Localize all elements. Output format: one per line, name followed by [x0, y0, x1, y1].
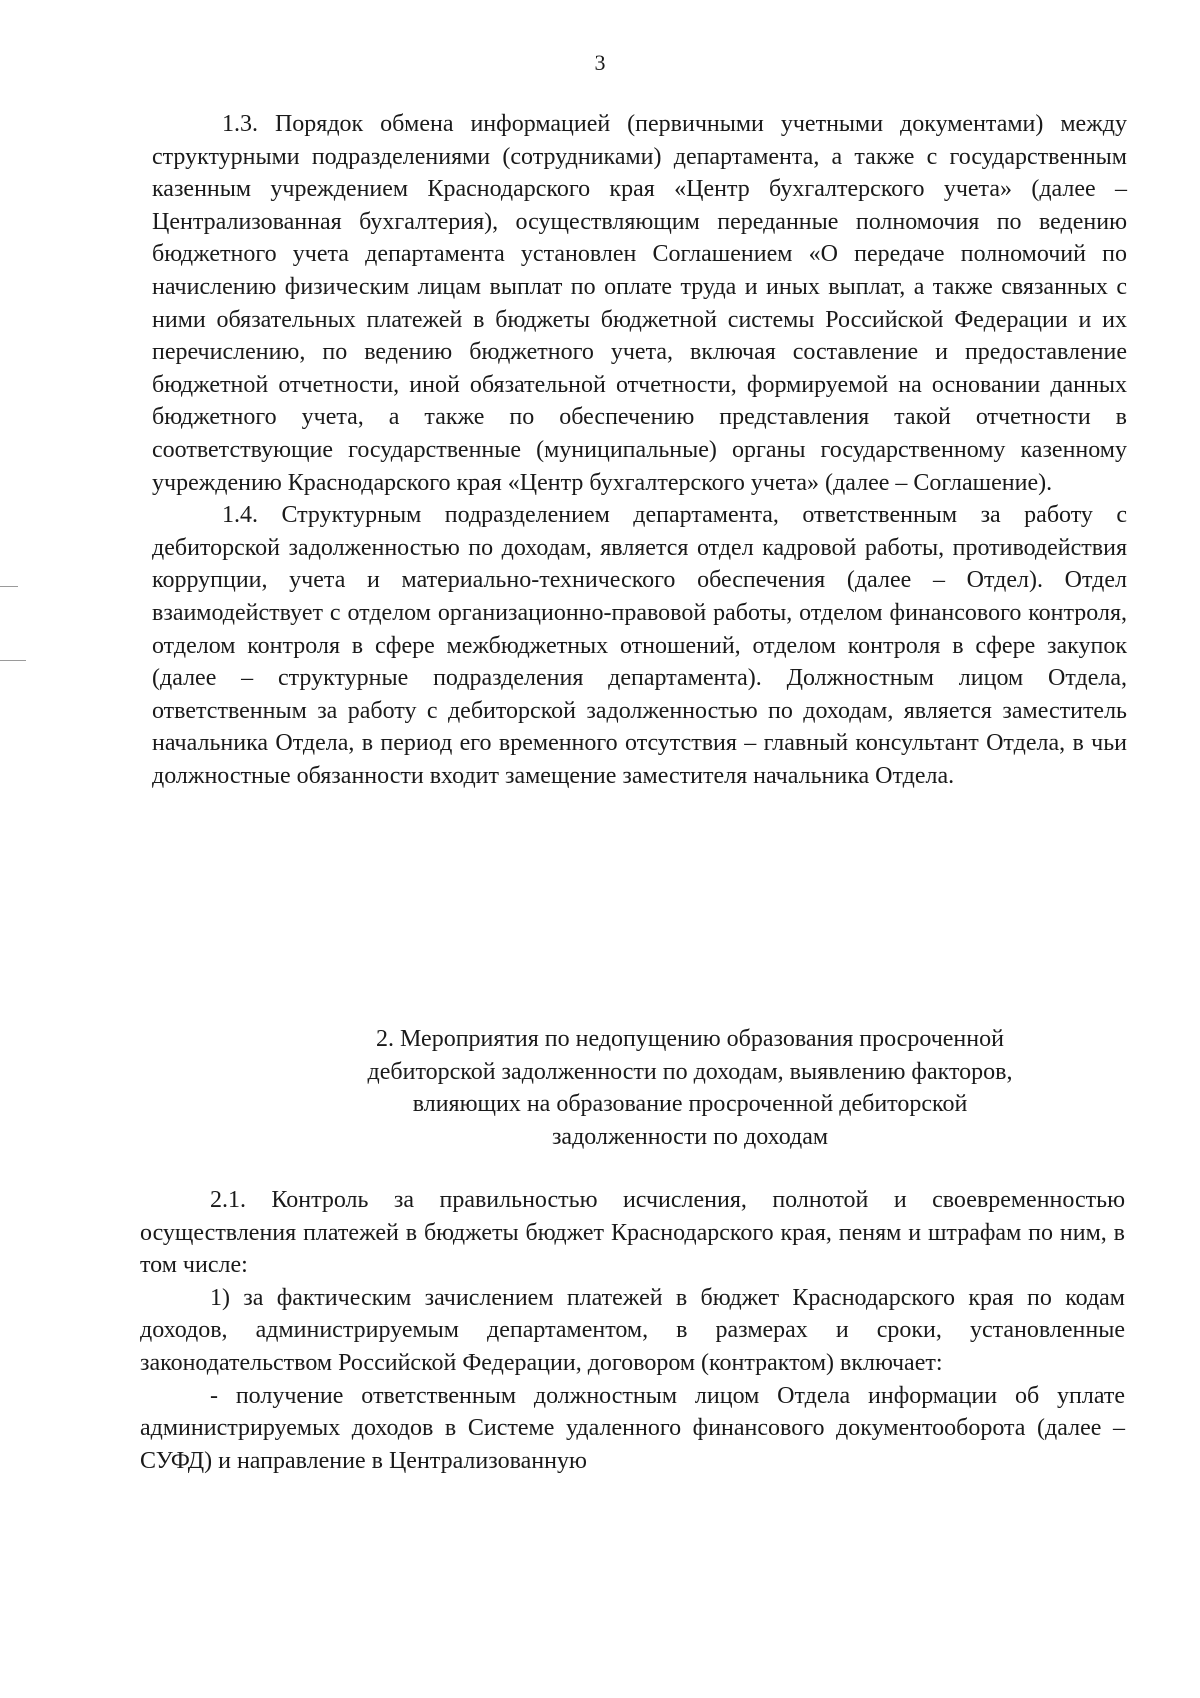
section-2-body — [140, 1184, 1125, 1477]
paragraph-item-1: 1) за фактическим зачислением платежей в бюджет Краснодарского края по кодам доходов, администрируемым департаментом, в размерах и сроки, установленные законодательством Российской Федерации, договором (контрактом) включает: — [140, 1284, 1125, 1376]
section-1-body — [152, 108, 1127, 792]
scan-margin-mark — [0, 586, 18, 587]
paragraph-2-1: 2.1. Контроль за правильностью исчисления, полнотой и своевременностью осуществления платежей в бюджеты бюджет Краснодарского края, пеням и штрафам по ним, в том числе: — [140, 1187, 1125, 1279]
section-2-heading-line: дебиторской задолженности по доходам, выявлению факторов, — [367, 1058, 1013, 1085]
paragraph-item-dash: - получение ответственным должностным лицом Отдела информации об уплате администрируемых доходов в Системе удаленного финансового документооборота (далее – СУФД) и направление в Централизованную — [140, 1382, 1125, 1474]
section-2-heading-line: задолженности по доходам — [551, 1123, 829, 1150]
scan-margin-mark — [0, 660, 26, 661]
page-number: 3 — [594, 50, 606, 75]
paragraph-1-4: 1.4. Структурным подразделением департамента, ответственным за работу с дебиторской задолженностью по доходам, является отдел кадровой работы, противодействия коррупции, учета и материально-технического обеспечения (далее – Отдел). Отдел взаимодействует с отделом организационно-правовой работы, отделом финансового контроля, отделом контроля в сфере межбюджетных отношений, отделом контроля в сфере закупок (далее – структурные подразделения департамента). Должностным лицом Отдела, ответственным за работу с дебиторской задолженностью по доходам, является заместитель начальника Отдела, в период его временного отсутствия – главный консультант Отдела, в чьи должностные обязанности входит замещение заместителя начальника Отдела. — [152, 502, 1127, 789]
section-2-heading-line: 2. Мероприятия по недопущению образования просроченной — [376, 1026, 1004, 1052]
section-2-heading-line: влияющих на образование просроченной дебиторской — [412, 1091, 968, 1118]
section-2-heading — [280, 1023, 1100, 1153]
paragraph-1-3: 1.3. Порядок обмена информацией (первичными учетными документами) между структурными подразделениями (сотрудниками) департамента, а также с государственным казенным учреждением Краснодарского края «Центр бухгалтерского учета» (далее – Централизованная бухгалтерия), осуществляющим переданные полномочия по ведению бюджетного учета департамента установлен Соглашением «О передаче полномочий по начислению физическим лицам выплат по оплате труда и иных выплат, а также связанных с ними обязательных платежей в бюджеты бюджетной системы Российской Федерации и их перечислению, по ведению бюджетного учета, включая составление и предоставление бюджетной отчетности, иной обязательной отчетности, формируемой на основании данных бюджетного учета, а также по обеспечению представления такой отчетности в соответствующие государственные (муниципальные) органы государственному казенному учреждению Краснодарского края «Центр бухгалтерского учета» (далее – Соглашение). — [152, 111, 1127, 496]
